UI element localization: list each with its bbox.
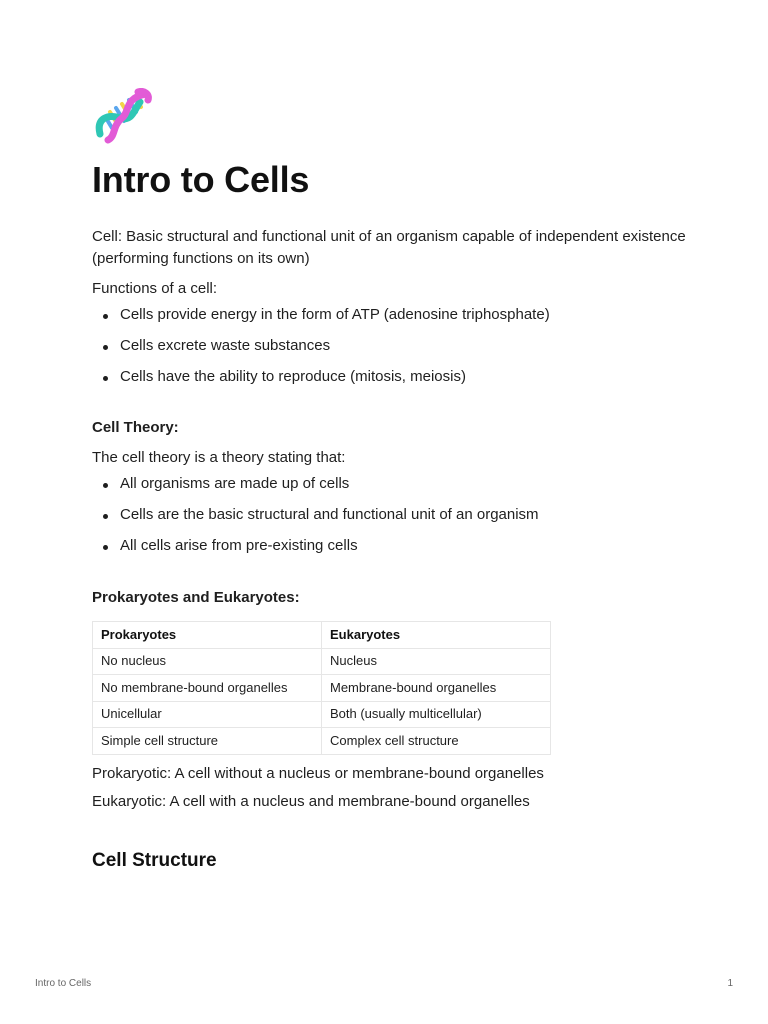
table-header-row: [93, 622, 551, 649]
eukaryotic-definition: Eukaryotic: A cell with a nucleus and membrane-bound organelles: [92, 792, 530, 810]
prok-euk-table: [92, 621, 551, 755]
functions-heading: Functions of a cell:: [92, 280, 218, 297]
cell-theory-intro: The cell theory is a theory stating that:: [92, 449, 346, 466]
cell-theory-list: [92, 473, 692, 557]
cell-theory-heading: Cell Theory:: [92, 419, 179, 436]
list-item: All organisms are made up of cells: [92, 473, 692, 495]
table-cell: No membrane-bound organelles: [93, 675, 322, 702]
column-header: Prokaryotes: [93, 622, 322, 649]
table-cell: Nucleus: [322, 648, 551, 675]
section-heading: Cell Structure: [92, 849, 217, 871]
footer-doc-title: Intro to Cells: [35, 978, 92, 989]
table-cell: Unicellular: [93, 701, 322, 728]
list-item: Cells excrete waste substances: [92, 335, 692, 357]
prok-euk-heading: Prokaryotes and Eukaryotes:: [92, 589, 300, 606]
list-item: Cells have the ability to reproduce (mitosis, meiosis): [92, 366, 692, 388]
functions-list: [92, 304, 692, 388]
prokaryotic-definition: Prokaryotic: A cell without a nucleus or membrane-bound organelles: [92, 764, 544, 782]
document-page: [92, 88, 692, 874]
list-item: Cells are the basic structural and functional unit of an organism: [92, 504, 692, 526]
list-item: All cells arise from pre-existing cells: [92, 535, 692, 557]
table-cell: Simple cell structure: [93, 728, 322, 755]
page-title: Intro to Cells: [92, 159, 310, 200]
table-cell: Both (usually multicellular): [322, 701, 551, 728]
cell-definition: Cell: Basic structural and functional unit of an organism capable of independent existence (performing functions on its own): [92, 228, 686, 267]
table-cell: Complex cell structure: [322, 728, 551, 755]
footer-page-number: 1: [727, 978, 733, 989]
dna-icon: [94, 88, 154, 144]
list-item: Cells provide energy in the form of ATP (adenosine triphosphate): [92, 304, 692, 326]
table-cell: Membrane-bound organelles: [322, 675, 551, 702]
table-row: [93, 648, 551, 675]
table-row: [93, 675, 551, 702]
table-row: [93, 701, 551, 728]
table-row: [93, 728, 551, 755]
column-header: Eukaryotes: [322, 622, 551, 649]
table-cell: No nucleus: [93, 648, 322, 675]
